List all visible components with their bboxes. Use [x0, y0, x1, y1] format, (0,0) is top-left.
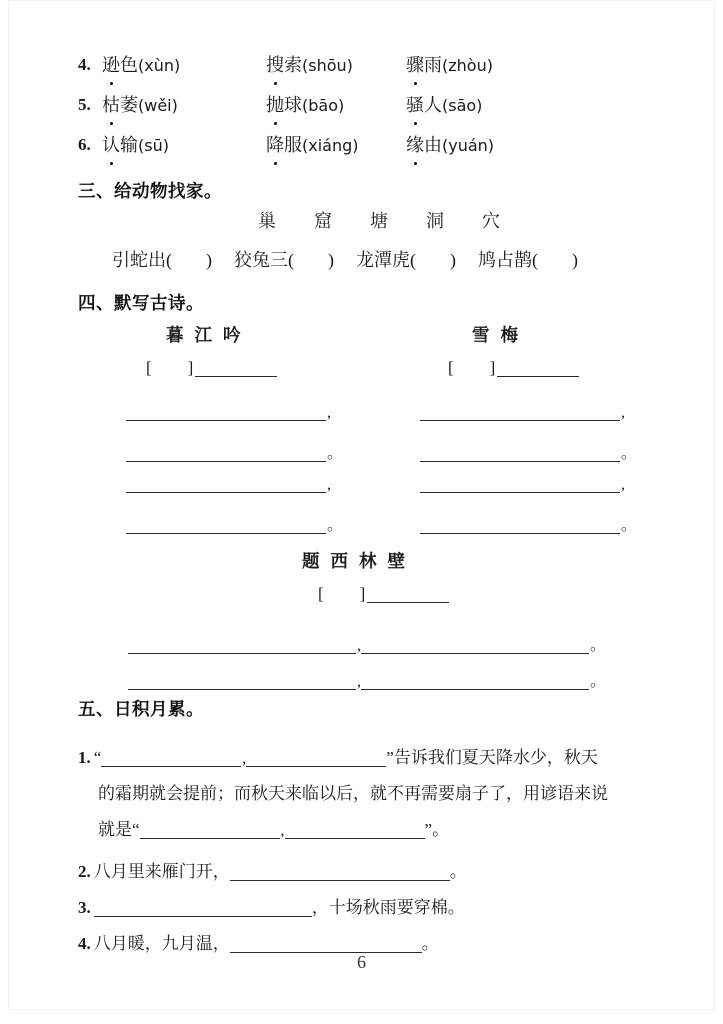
idiom-text: 龙潭虎 [356, 250, 410, 270]
quote-close: ” [386, 748, 394, 767]
answer-blank[interactable] [361, 689, 589, 690]
word-rest: 人 [424, 95, 442, 115]
answer-blank[interactable] [128, 689, 356, 690]
bracket-open: [ [146, 358, 152, 377]
idiom-text: 狡兔三 [234, 250, 288, 270]
row-index: 6. [78, 135, 91, 154]
author-name-blank[interactable] [195, 376, 277, 377]
line-punct: , [621, 404, 625, 421]
answer-blank[interactable] [126, 533, 326, 534]
item-text: 。 [449, 862, 467, 881]
section-5-heading: 五、日积月累。 [78, 699, 204, 719]
poem-answer-line [420, 440, 637, 463]
paren-close: ) [206, 250, 212, 270]
word-rest: 球 [284, 95, 302, 115]
pinyin: (bāo) [302, 96, 345, 115]
word-item [266, 52, 406, 79]
bracket-close: ] [187, 358, 194, 377]
idiom-item [356, 250, 456, 270]
bank-char: 塘 [370, 211, 388, 231]
list-item-line [98, 776, 608, 812]
idiom-text: 鸠占鹊 [478, 250, 532, 270]
word-item [266, 92, 406, 119]
word-item [102, 92, 266, 119]
item-text: 就是“ [98, 820, 140, 839]
answer-blank[interactable] [94, 916, 312, 917]
answer-blank[interactable] [126, 461, 326, 462]
line-punct: , [327, 404, 331, 421]
bank-char: 窟 [314, 211, 332, 231]
bank-char: 洞 [426, 211, 444, 231]
answer-blank[interactable] [285, 838, 425, 839]
row-index: 4. [78, 55, 91, 74]
item-text: ”。 [424, 820, 450, 839]
bracket-close: ] [359, 584, 366, 603]
pinyin: (wěi) [138, 96, 178, 115]
poem-title: 暮江吟 [166, 325, 252, 345]
answer-blank[interactable] [420, 533, 620, 534]
answer-blank[interactable] [126, 492, 326, 493]
line-punct: 。 [327, 517, 344, 534]
word-rest: 雨 [424, 55, 442, 75]
pinyin: (shōu) [302, 56, 353, 75]
bank-char: 巢 [258, 211, 276, 231]
dotted-char: 枯 [102, 92, 120, 118]
line-punct: , [242, 750, 247, 767]
author-name-blank[interactable] [497, 376, 579, 377]
paren-open: ( [410, 250, 416, 270]
dotted-char: 降 [266, 132, 284, 158]
word-row [78, 132, 678, 172]
line-punct: , [327, 476, 331, 493]
pinyin: (sū) [138, 136, 169, 155]
list-item [78, 740, 598, 777]
paren-open: ( [288, 250, 294, 270]
poem-answer-line [126, 440, 343, 463]
answer-blank[interactable] [420, 492, 620, 493]
author-name-blank[interactable] [367, 602, 449, 603]
paren-close: ) [328, 250, 334, 270]
list-item [78, 854, 467, 890]
poem-answer-line [126, 512, 343, 535]
item-number: 1. [78, 748, 91, 767]
word-item [266, 132, 406, 159]
word-row [78, 52, 678, 92]
answer-blank[interactable] [128, 653, 356, 654]
row-index: 5. [78, 95, 91, 114]
poem-answer-line [128, 668, 606, 691]
poem-answer-line [126, 404, 331, 422]
dotted-char: 缘 [406, 132, 424, 158]
item-text: 的霜期就会提前；而秋天来临以后，就不再需要扇子了，用谚语来说 [98, 784, 608, 803]
word-item [102, 132, 266, 159]
idiom-item [112, 250, 212, 270]
line-punct: 。 [621, 445, 638, 462]
idiom-blank-row [112, 246, 578, 272]
dotted-char: 认 [102, 132, 120, 158]
answer-blank[interactable] [230, 880, 450, 881]
paren-close: ) [572, 250, 578, 270]
pinyin: (xùn) [138, 56, 181, 75]
item-number: 2. [78, 862, 91, 881]
pinyin: (sāo) [442, 96, 483, 115]
poem-author-blank [146, 358, 277, 378]
line-punct: 。 [590, 673, 607, 690]
line-punct: , [357, 637, 361, 654]
poem-author-blank [448, 358, 579, 378]
answer-blank[interactable] [126, 420, 326, 421]
line-punct: 。 [621, 517, 638, 534]
poem-answer-line [420, 512, 637, 535]
dotted-char: 骤 [406, 52, 424, 78]
word-pinyin-grid [78, 52, 678, 172]
bracket-open: [ [448, 358, 454, 377]
word-rest: 服 [284, 135, 302, 155]
poem-answer-line [126, 476, 331, 494]
answer-blank[interactable] [420, 420, 620, 421]
bank-char: 穴 [482, 211, 500, 231]
character-bank [258, 207, 500, 233]
pinyin: (yuán) [442, 136, 495, 155]
word-rest: 由 [424, 135, 442, 155]
section-3-heading: 三、给动物找家。 [78, 181, 222, 201]
dotted-char: 搜 [266, 52, 284, 78]
bracket-open: [ [318, 584, 324, 603]
page-number: 6 [357, 952, 366, 972]
idiom-text: 引蛇出 [112, 250, 166, 270]
dotted-char: 抛 [266, 92, 284, 118]
line-punct: , [357, 673, 361, 690]
poem-answer-line [128, 632, 606, 655]
poem-answer-line [420, 404, 625, 422]
word-item [406, 92, 586, 119]
idiom-item [478, 250, 578, 270]
quote-open: “ [93, 748, 102, 767]
item-number: 4. [78, 934, 91, 953]
paren-open: ( [166, 250, 172, 270]
section-4-heading: 四、默写古诗。 [78, 293, 204, 313]
paren-open: ( [532, 250, 538, 270]
item-text: 告诉我们夏天降水少，秋天 [393, 748, 598, 767]
poem-title: 雪梅 [472, 325, 529, 345]
answer-blank[interactable] [420, 461, 620, 462]
paren-close: ) [450, 250, 456, 270]
dotted-char: 逊 [102, 52, 120, 78]
item-text: 八月暖，九月温， [93, 934, 230, 953]
item-text: 八月里来雁门开， [93, 862, 230, 881]
answer-blank[interactable] [246, 766, 386, 767]
bracket-close: ] [489, 358, 496, 377]
item-text: ，十场秋雨要穿棉。 [311, 898, 465, 917]
answer-blank[interactable] [140, 838, 280, 839]
poem-answer-line [420, 476, 625, 494]
item-number: 3. [78, 898, 91, 917]
word-item [102, 52, 266, 79]
line-punct: 。 [327, 445, 344, 462]
answer-blank[interactable] [101, 766, 241, 767]
list-item [78, 890, 465, 926]
answer-blank[interactable] [361, 653, 589, 654]
line-punct: , [280, 822, 285, 839]
poem-title: 题西林壁 [302, 551, 416, 571]
word-item [406, 132, 586, 159]
word-rest: 萎 [120, 95, 138, 115]
word-item [406, 52, 586, 79]
item-text: 。 [421, 934, 439, 953]
line-punct: , [621, 476, 625, 493]
pinyin: (xiáng) [302, 136, 359, 155]
idiom-item [234, 250, 334, 270]
word-rest: 索 [284, 55, 302, 75]
line-punct: 。 [590, 637, 607, 654]
pinyin: (zhòu) [442, 56, 493, 75]
word-rest: 色 [120, 55, 138, 75]
dotted-char: 骚 [406, 92, 424, 118]
word-row [78, 92, 678, 132]
list-item-line [98, 812, 449, 849]
poem-author-blank [318, 584, 449, 604]
word-rest: 输 [120, 135, 138, 155]
